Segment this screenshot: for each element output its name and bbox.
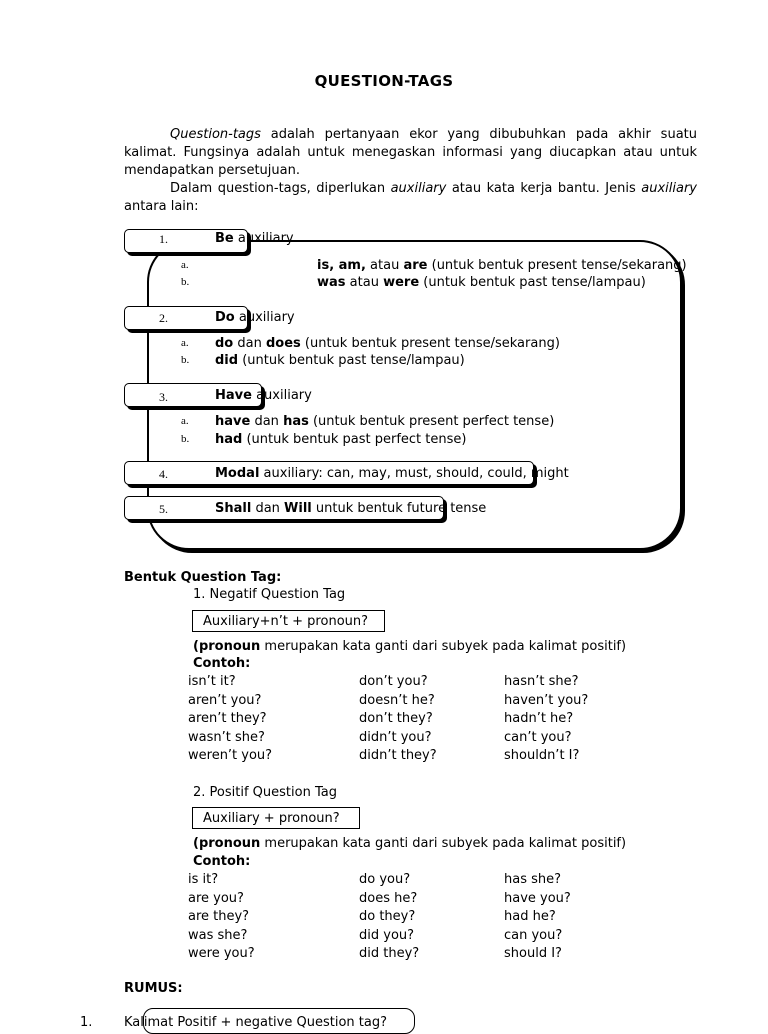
aux-number-3: 3. [159,390,168,404]
example-item: are they? [188,909,250,925]
have-item-b: had (untuk bentuk past perfect tense) [215,432,467,447]
aux-title-be: Be auxiliary [215,231,294,246]
example-item: wasn’t she? [188,729,265,745]
example-item: can you? [504,927,563,943]
page-title: QUESTION-TAGS [314,72,454,90]
intro-paragraph-1: Question-tags adalah pertanyaan ekor yang dibubuhkan pada akhir suatu kalimat. Fungsinya adalah untuk menegaskan informasi yang diucapkan atau untuk mendapatkan persetujuan. [124,127,697,178]
aux-title-shall-will: Shall dan Will untuk bentuk future tense [215,501,487,516]
example-item: aren’t you? [188,692,262,708]
example-item: hadn’t he? [504,711,574,727]
example-item: don’t they? [359,711,433,727]
example-item: had he? [504,909,556,925]
positif-examples-col3 [504,871,571,964]
example-item: aren’t they? [188,711,267,727]
example-item: didn’t they? [359,748,437,764]
aux-number-2: 2. [159,311,168,325]
do-item-b: did (untuk bentuk past tense/lampau) [215,353,465,368]
aux-title-modal: Modal auxiliary: can, may, must, should, could, might [215,466,569,481]
intro-paragraph-2: Dalam question-tags, diperlukan auxiliary atau kata kerja bantu. Jenis auxiliary antara lain: [124,181,698,214]
example-item: don’t you? [359,674,428,689]
do-item-a: do dan does (untuk bentuk present tense/sekarang) [215,336,560,351]
be-item-a: is, am, atau are (untuk bentuk present tense/sekarang) [317,258,687,273]
positif-examples-col1 [188,871,255,964]
positif-formula-box: Auxiliary + pronoun? [192,807,360,829]
list-letter: b. [181,433,190,445]
list-letter: a. [181,337,189,349]
list-letter: a. [181,259,189,271]
aux-number-1: 1. [159,232,168,246]
example-item: have you? [504,890,571,906]
example-item: did they? [359,946,420,962]
aux-number-5: 5. [159,502,168,516]
example-item: were you? [188,946,255,962]
example-item: was she? [188,927,248,943]
rumus-number: 1. [80,1015,93,1030]
have-item-a: have dan has (untuk bentuk present perfect tense) [215,414,555,429]
example-item: are you? [188,890,244,906]
example-item: didn’t you? [359,729,432,745]
aux-title-have: Have auxiliary [215,388,312,403]
list-letter: b. [181,276,190,288]
positif-examples-col2 [359,871,419,964]
section-heading-bentuk: Bentuk Question Tag: [124,570,282,585]
intro-text [124,126,697,216]
list-letter: a. [181,415,189,427]
example-item: doesn’t he? [359,692,435,708]
example-item: can’t you? [504,729,572,745]
negatif-examples-col1 [188,673,272,766]
positif-note: (pronoun merupakan kata ganti dari subyek pada kalimat positif) [193,836,627,851]
be-item-b: was atau were (untuk bentuk past tense/lampau) [317,275,646,290]
negatif-title: 1. Negatif Question Tag [193,587,346,602]
example-item: do you? [359,872,411,887]
negatif-contoh-label: Contoh: [193,656,251,671]
example-item: should I? [504,946,562,962]
example-item: do they? [359,909,416,925]
example-item: does he? [359,890,418,906]
example-item: has she? [504,872,562,887]
positif-title: 2. Positif Question Tag [193,785,337,800]
aux-number-4: 4. [159,467,168,481]
example-item: shouldn’t I? [504,748,580,764]
negatif-formula-box: Auxiliary+n’t + pronoun? [192,610,385,632]
example-item: weren’t you? [188,748,273,764]
negatif-note: (pronoun merupakan kata ganti dari subyek pada kalimat positif) [193,639,627,654]
positif-contoh-label: Contoh: [193,854,251,869]
rumus-item-text: Kalimat Positif + negative Question tag? [124,1015,387,1030]
list-letter: b. [181,354,190,366]
negatif-examples-col2 [359,673,437,766]
example-item: isn’t it? [188,674,236,689]
section-heading-rumus: RUMUS: [124,981,183,996]
example-item: did you? [359,927,415,943]
example-item: is it? [188,872,219,887]
example-item: hasn’t she? [504,674,579,689]
aux-title-do: Do auxiliary [215,310,295,325]
negatif-examples-col3 [504,673,588,766]
example-item: haven’t you? [504,692,589,708]
